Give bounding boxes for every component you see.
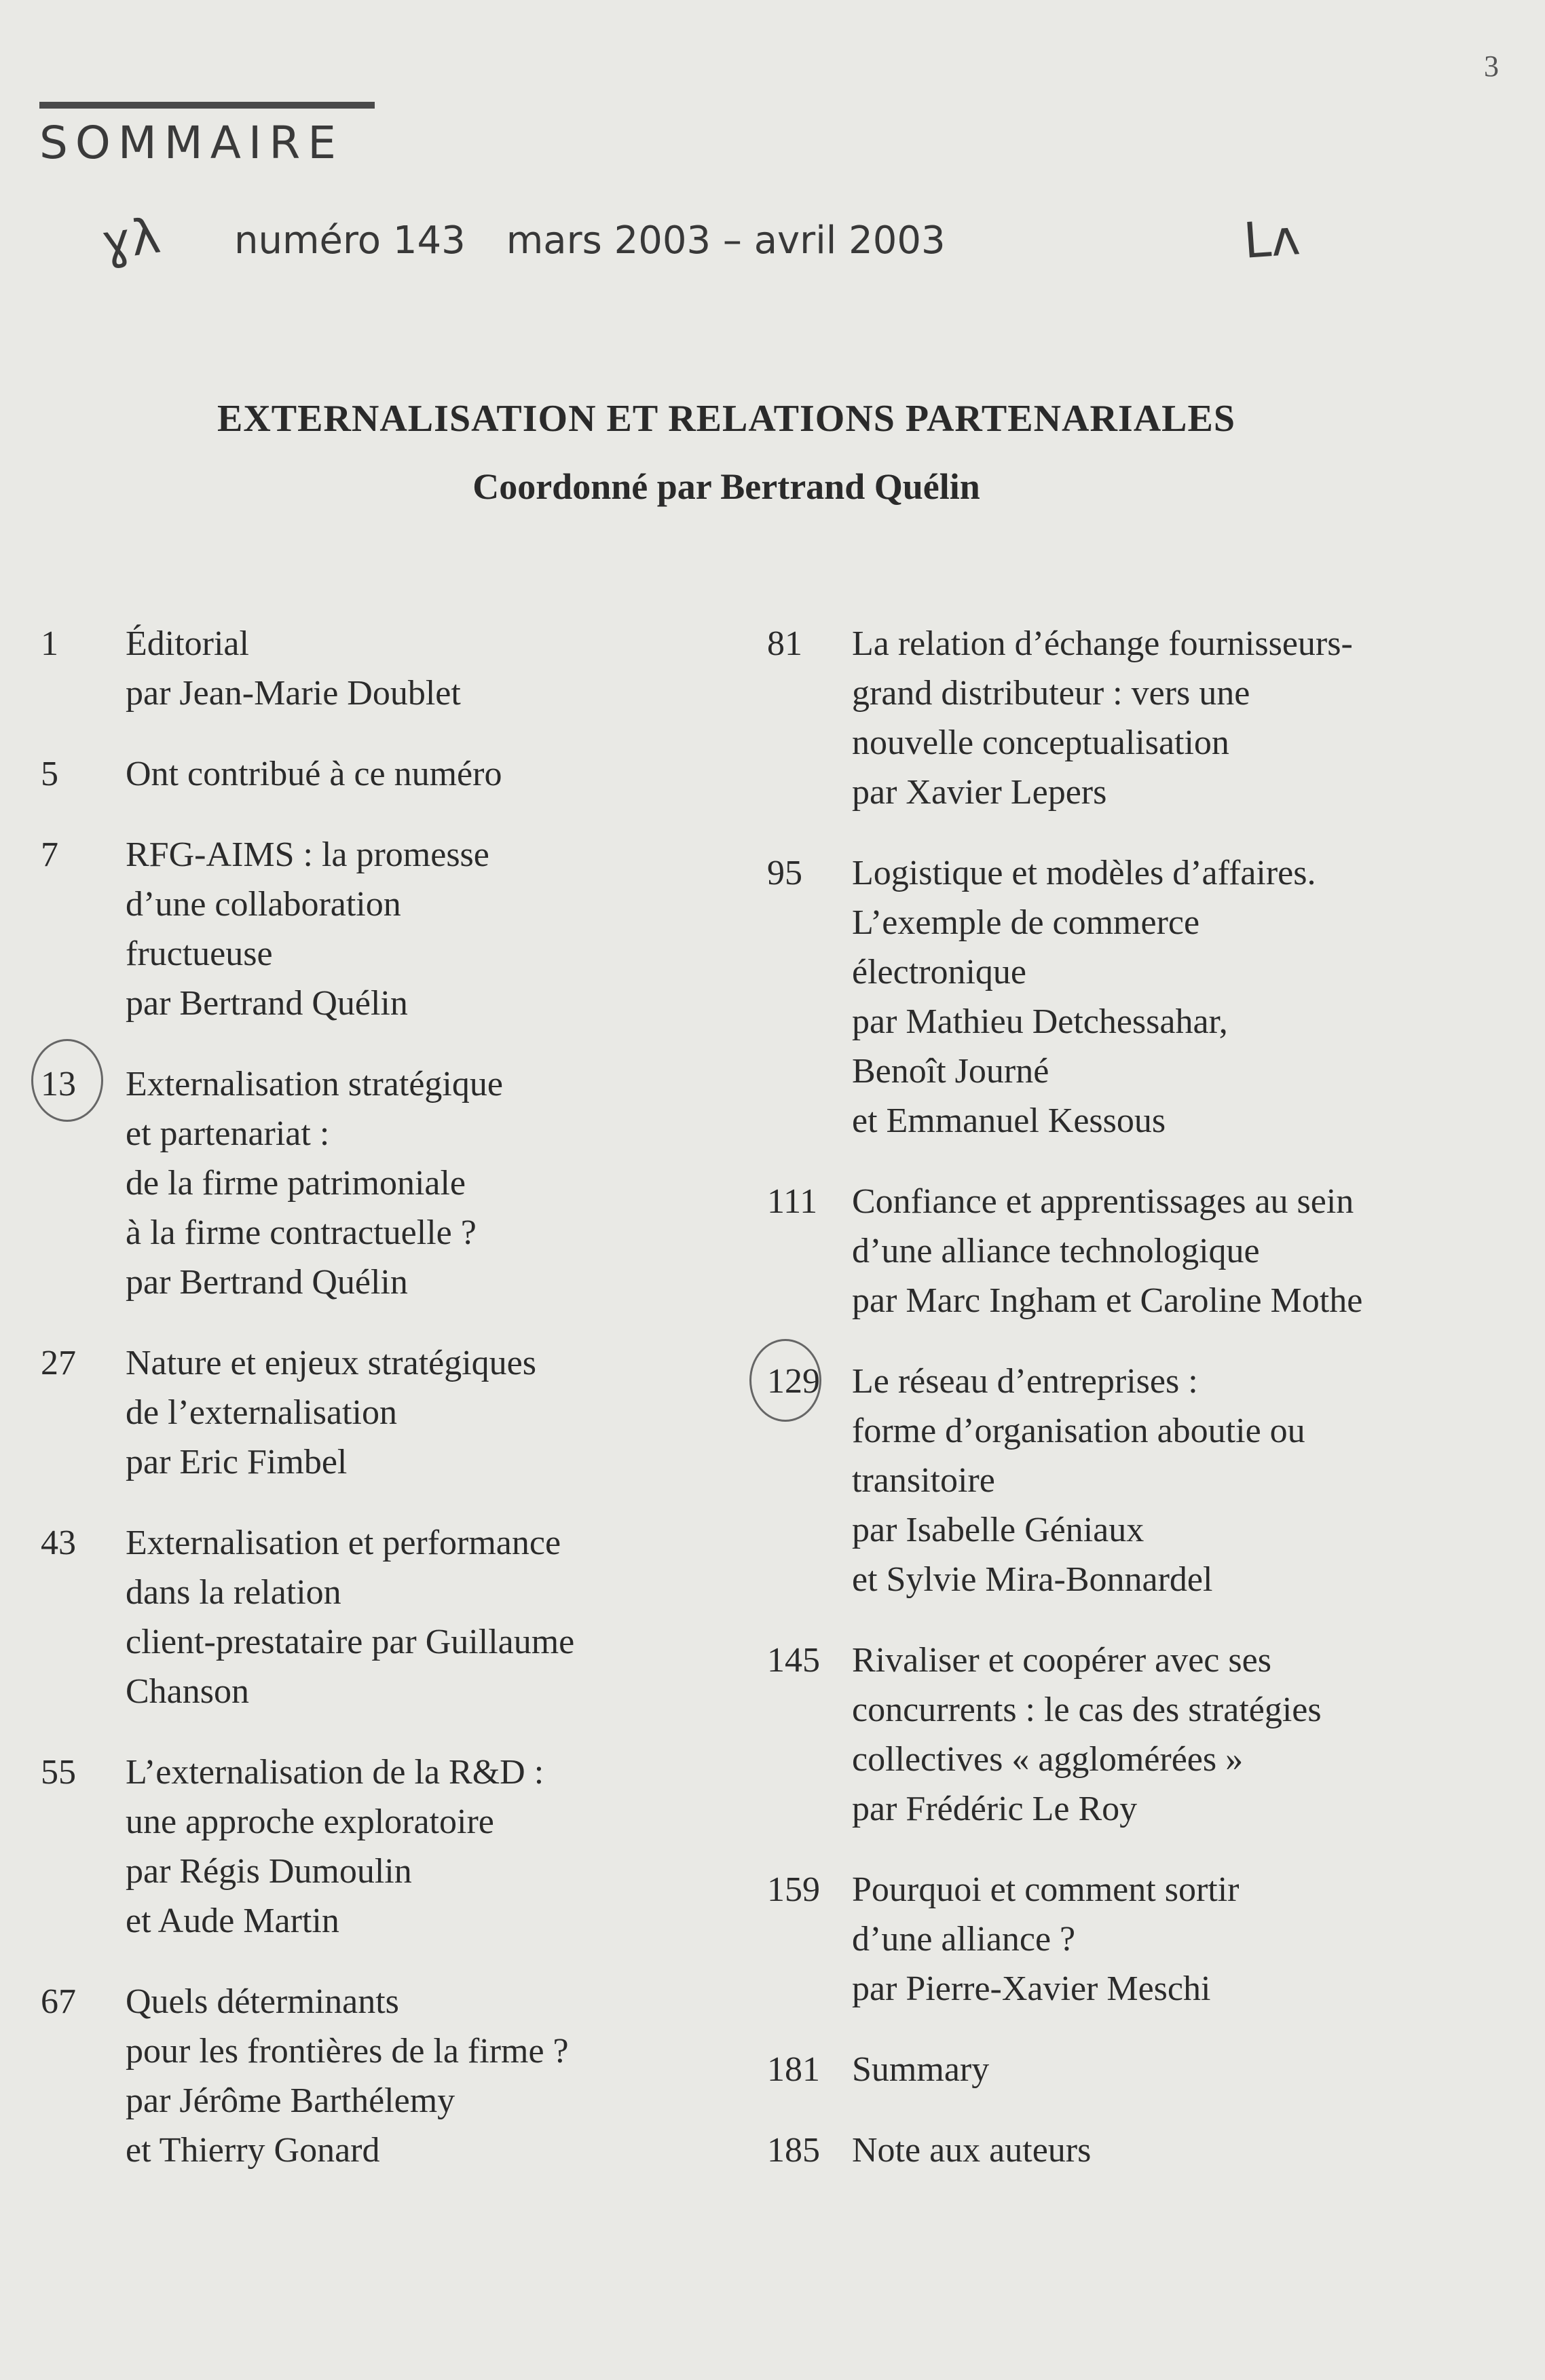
toc-page-number: 5 xyxy=(41,755,58,793)
toc-line: Summary xyxy=(852,2050,990,2089)
toc-entry xyxy=(41,1977,720,2175)
toc-entry-text xyxy=(852,2045,989,2094)
toc-line: par Jean-Marie Doublet xyxy=(126,674,461,713)
toc-line: pour les frontières de la firme ? xyxy=(126,2032,569,2071)
toc-entry-text xyxy=(126,830,489,1028)
toc-line: Pourquoi et comment sortir xyxy=(852,1870,1240,1909)
toc-entry xyxy=(767,619,1521,817)
toc-line: et Aude Martin xyxy=(126,1902,339,1940)
toc-page-number: 145 xyxy=(767,1641,820,1680)
toc-line: une approche exploratoire xyxy=(126,1802,494,1841)
toc-entry-text xyxy=(852,848,1316,1146)
toc-line: transitoire xyxy=(852,1461,995,1500)
toc-entry-text xyxy=(126,1338,536,1487)
toc-entry xyxy=(41,1518,720,1716)
handwritten-mark-left: ɣλ xyxy=(98,206,164,271)
toc-line: de la firme patrimoniale xyxy=(126,1164,466,1203)
toc-page-number: 55 xyxy=(41,1753,76,1792)
toc-entry-text xyxy=(852,2126,1091,2175)
toc-entry xyxy=(767,2126,1521,2175)
toc-page-number: 81 xyxy=(767,624,802,663)
toc-line: Rivaliser et coopérer avec ses xyxy=(852,1641,1271,1680)
issue-date: mars 2003 – avril 2003 xyxy=(506,219,946,263)
toc-entry xyxy=(41,1338,720,1487)
toc-page-number: 1 xyxy=(41,624,58,663)
handwritten-circle-mark xyxy=(749,1339,821,1422)
toc-line: et Sylvie Mira-Bonnardel xyxy=(852,1560,1213,1599)
toc-line: Externalisation et performance xyxy=(126,1524,561,1562)
toc-line: Confiance et apprentissages au sein xyxy=(852,1182,1354,1221)
header-rule xyxy=(39,102,375,109)
toc-line: dans la relation xyxy=(126,1573,341,1612)
toc-entry xyxy=(41,619,720,718)
toc-entry xyxy=(767,1636,1521,1834)
handwritten-mark-right: Lʌ xyxy=(1242,208,1302,269)
toc-entry xyxy=(767,1357,1521,1604)
toc-line: Externalisation stratégique xyxy=(126,1065,503,1103)
toc-line: Éditorial xyxy=(126,624,249,663)
toc-line: à la firme contractuelle ? xyxy=(126,1213,477,1252)
toc-line: RFG-AIMS : la promesse xyxy=(126,835,489,874)
toc-line: Chanson xyxy=(126,1672,249,1711)
toc-entry-text xyxy=(126,1518,574,1716)
toc-left-column xyxy=(41,619,720,2206)
toc-entry-text xyxy=(852,1357,1305,1604)
toc-line: fructueuse xyxy=(126,934,273,973)
toc-entry-text xyxy=(126,1059,503,1307)
toc-line: par Xavier Lepers xyxy=(852,773,1107,812)
toc-line: L’exemple de commerce xyxy=(852,903,1200,942)
toc-line: par Pierre-Xavier Meschi xyxy=(852,1969,1211,2008)
toc-entry-text xyxy=(126,749,502,799)
toc-line: par Bertrand Quélin xyxy=(126,1263,408,1302)
toc-page-number: 27 xyxy=(41,1344,76,1382)
toc-line: par Frédéric Le Roy xyxy=(852,1790,1138,1828)
toc-line: Quels déterminants xyxy=(126,1982,399,2021)
toc-entry-text xyxy=(852,1636,1322,1834)
toc-line: par Eric Fimbel xyxy=(126,1443,348,1481)
toc-line: par Mathieu Detchessahar, xyxy=(852,1002,1228,1041)
toc-page-number: 67 xyxy=(41,1982,76,2021)
toc-page-number: 111 xyxy=(767,1182,818,1221)
toc-line: L’externalisation de la R&D : xyxy=(126,1753,544,1792)
toc-line: par Marc Ingham et Caroline Mothe xyxy=(852,1281,1363,1320)
issue-line xyxy=(234,219,946,263)
toc-line: Logistique et modèles d’affaires. xyxy=(852,854,1316,892)
toc-entry xyxy=(41,749,720,799)
toc-line: grand distributeur : vers une xyxy=(852,674,1250,713)
toc-line: par Régis Dumoulin xyxy=(126,1852,412,1891)
toc-page-number: 181 xyxy=(767,2050,820,2089)
toc-right-column xyxy=(767,619,1521,2206)
toc-line: concurrents : le cas des stratégies xyxy=(852,1690,1322,1729)
toc-page-number: 43 xyxy=(41,1524,76,1562)
toc-line: d’une alliance ? xyxy=(852,1920,1076,1959)
toc-entry xyxy=(767,2045,1521,2094)
header-title: SOMMAIRE xyxy=(39,117,343,169)
toc-page-number: 159 xyxy=(767,1870,820,1909)
toc-page-number: 185 xyxy=(767,2131,820,2170)
toc-page-number: 13 xyxy=(41,1065,76,1103)
issue-number: numéro 143 xyxy=(234,219,466,263)
toc-entry xyxy=(41,1748,720,1946)
toc-line: et Thierry Gonard xyxy=(126,2131,380,2170)
toc-line: Le réseau d’entreprises : xyxy=(852,1362,1198,1401)
dossier-title: EXTERNALISATION ET RELATIONS PARTENARIALES xyxy=(217,398,1236,440)
toc-line: Ont contribué à ce numéro xyxy=(126,755,502,793)
toc-line: d’une collaboration xyxy=(126,885,401,924)
toc-line: par Jérôme Barthélemy xyxy=(126,2081,455,2120)
toc-entry xyxy=(767,848,1521,1146)
toc-entry xyxy=(767,1177,1521,1325)
toc-line: La relation d’échange fournisseurs- xyxy=(852,624,1353,663)
toc-line: par Bertrand Quélin xyxy=(126,984,408,1023)
toc-line: collectives « agglomérées » xyxy=(852,1740,1244,1779)
toc-entry-text xyxy=(126,1977,569,2175)
toc-entry-text xyxy=(852,1177,1362,1325)
page-number: 3 xyxy=(1484,50,1499,83)
toc-line: de l’externalisation xyxy=(126,1393,397,1432)
toc-entry-text xyxy=(126,619,461,718)
toc-line: et Emmanuel Kessous xyxy=(852,1101,1166,1140)
toc-line: forme d’organisation aboutie ou xyxy=(852,1412,1305,1450)
toc-line: par Isabelle Géniaux xyxy=(852,1511,1144,1549)
toc-entry-text xyxy=(852,1865,1239,2014)
toc-line: d’une alliance technologique xyxy=(852,1232,1260,1270)
toc-entry xyxy=(41,1059,720,1307)
toc-page-number: 129 xyxy=(767,1362,820,1401)
toc-page-number: 95 xyxy=(767,854,802,892)
toc-page-number: 7 xyxy=(41,835,58,874)
toc-entry xyxy=(767,1865,1521,2014)
handwritten-circle-mark xyxy=(31,1039,103,1122)
toc-line: électronique xyxy=(852,953,1026,991)
toc-entry-text xyxy=(126,1748,544,1946)
toc-line: Nature et enjeux stratégiques xyxy=(126,1344,536,1382)
toc-entry xyxy=(41,830,720,1028)
toc-line: nouvelle conceptualisation xyxy=(852,723,1229,762)
toc-line: client-prestataire par Guillaume xyxy=(126,1623,575,1661)
toc-line: et partenariat : xyxy=(126,1114,330,1153)
dossier-coordinator: Coordonné par Bertrand Quélin xyxy=(472,466,980,507)
toc-line: Note aux auteurs xyxy=(852,2131,1092,2170)
toc-entry-text xyxy=(852,619,1353,817)
toc-line: Benoît Journé xyxy=(852,1052,1049,1091)
